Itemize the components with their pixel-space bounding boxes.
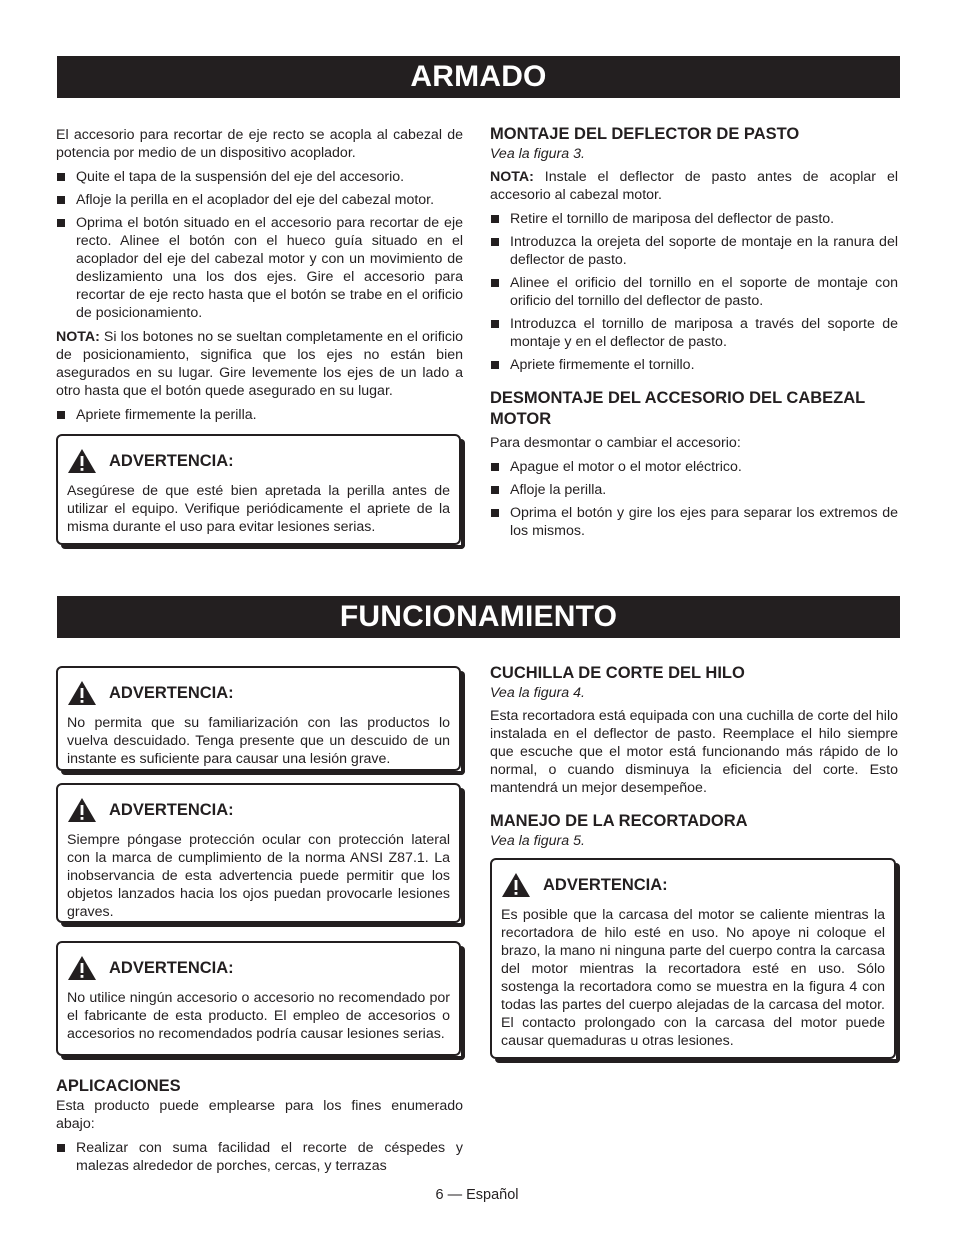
warning-text: No permita que su familiarización con las productos lo vuelva descuidado. Tenga presente que un descuido de un instante es suficiente para causar una lesión grave. [67,715,450,767]
warning-box [56,783,461,923]
warning-text: Es posible que la carcasa del motor se caliente mientras la recortadora de hilo esté en uso. No apoye ni coloque el brazo, la mano ni ninguna parte del cuerpo contra la carcasa del motor mientras la recortadora esté en uso. Sólo sostenga la recortadora como se muestra en la figura 4 con todas las partes del cuerpo alejadas de la carcasa del motor. El contacto prolongado con la carcasa del motor puede causar quemaduras u otras lesiones. [501,907,885,1049]
heading-handling: MANEJO DE LA RECORTADORA [490,812,748,830]
list-item: Retire el tornillo de mariposa del deflector de pasto. [490,210,898,228]
bullet-square-icon [491,361,499,369]
deflector-note: NOTA: Instale el deflector de pasto antes de acoplar el accesorio al cabezal motor. [490,169,898,203]
list-item: Introduzca el tornillo de mariposa a través del soporte de montaje y en el deflector de pasto. [490,315,898,351]
figure-reference: Vea la figura 5. [490,833,585,849]
warning-title: ADVERTENCIA: [109,959,234,977]
warning-triangle-icon [67,448,97,474]
bullet-square-icon [491,279,499,287]
armado-intro: El accesorio para recortar de eje recto se acopla al cabezal de potencia por medio de un dispositivo acoplador. [56,127,463,161]
bullet-square-icon [57,219,65,227]
armado-right-column [490,124,898,546]
heading-blade: CUCHILLA DE CORTE DEL HILO [490,664,745,682]
bullet-square-icon [491,215,499,223]
warning-title: ADVERTENCIA: [543,876,668,894]
warning-triangle-icon [67,955,97,981]
bullet-square-icon [491,320,499,328]
heading-applications: APLICACIONES [56,1077,181,1095]
bullet-square-icon [491,509,499,517]
list-item: Afloje la perilla en el acoplador del eje del cabezal motor. [56,191,463,209]
warning-triangle-icon [67,680,97,706]
warning-text: Asegúrese de que esté bien apretada la perilla antes de utilizar el equipo. Verifique periódicamente el apriete de la misma durante el uso para evitar lesiones serias. [67,483,450,535]
armado-steps-after [56,406,463,424]
warning-triangle-icon [67,797,97,823]
bullet-square-icon [57,411,65,419]
list-item: Apague el motor o el motor eléctrico. [490,458,898,476]
list-item: Alinee el orificio del tornillo en el soporte de montaje con orificio del tornillo del deflector de pasto. [490,274,898,310]
warning-triangle-icon [501,872,531,898]
applications-list [56,1139,463,1175]
warning-box [56,941,461,1056]
list-item: Afloje la perilla. [490,481,898,499]
blade-text: Esta recortadora está equipada con una cuchilla de corte del hilo instalada en el deflector de pasto. Reemplace el hilo siempre que escuche que el motor está funcionando más rápido de lo normal, o cuando disminuya la eficiencia del corte. Esto mantendrá un mejor desempeñoe. [490,708,898,796]
list-item: Oprima el botón y gire los ejes para separar los extremos de los mismos. [490,504,898,540]
deflector-steps [490,210,898,374]
funcionamiento-left-column [56,666,463,1181]
warning-box [56,666,461,771]
removal-steps [490,458,898,540]
bullet-square-icon [491,486,499,494]
list-item: Introduzca la orejeta del soporte de montaje en la ranura del deflector de pasto. [490,233,898,269]
armado-steps [56,168,463,322]
list-item: Realizar con suma facilidad el recorte de céspedes y malezas alrededor de porches, cercas, y terrazas [56,1139,463,1175]
section-title-funcionamiento: FUNCIONAMIENTO [57,596,900,638]
removal-intro: Para desmontar o cambiar el accesorio: [490,435,741,451]
heading-deflector: MONTAJE DEL DEFLECTOR DE PASTO [490,125,800,143]
warning-text: Siempre póngase protección ocular con protección lateral con la marca de cumplimiento de la norma ANSI Z87.1. La inobservancia de esta advertencia puede permitir que los objetos lanzados hacia los ojos puedan provocarle lesiones graves. [67,832,450,920]
warning-title: ADVERTENCIA: [109,684,234,702]
section-title-armado: ARMADO [57,56,900,98]
applications-intro: Esta producto puede emplearse para los fines enumerado abajo: [56,1098,463,1132]
list-item: Apriete firmemente la perilla. [56,406,463,424]
warning-box [56,434,461,545]
heading-removal: DESMONTAJE DEL ACCESORIO DEL CABEZAL MOTOR [490,389,865,428]
figure-reference: Vea la figura 4. [490,685,585,701]
list-item: Apriete firmemente el tornillo. [490,356,898,374]
armado-left-column [56,126,463,545]
warning-title: ADVERTENCIA: [109,452,234,470]
list-item: Quite el tapa de la suspensión del eje del accesorio. [56,168,463,186]
list-item: Oprima el botón situado en el accesorio para recortar de eje recto. Alinee el botón con el hueco guía situado en el acoplador del eje del cabezal motor y con un movimiento de deslizamiento una los dos ejes. Gire el accesorio para recortar de eje recto hasta que el botón se trabe en el orificio de posicionamiento. [56,214,463,322]
bullet-square-icon [57,1144,65,1152]
bullet-square-icon [491,238,499,246]
armado-note: NOTA: Si los botones no se sueltan completamente en el orificio de posicionamiento, significa que los ejes no están bien asegurados en su lugar. Gire levemente los ejes de un lado a otro hasta que el botón quede asegurado en su lugar. [56,329,463,399]
figure-reference: Vea la figura 3. [490,146,585,162]
bullet-square-icon [57,173,65,181]
bullet-square-icon [57,196,65,204]
warning-box [490,858,896,1059]
bullet-square-icon [491,463,499,471]
warning-title: ADVERTENCIA: [109,801,234,819]
warning-text: No utilice ningún accesorio o accesorio no recomendado por el fabricante de esta producto. El empleo de accesorios o accesorios no recomendados podría causar lesiones serias. [67,990,450,1042]
funcionamiento-right-column [490,663,898,1059]
page-footer: 6 — Español [435,1187,519,1203]
